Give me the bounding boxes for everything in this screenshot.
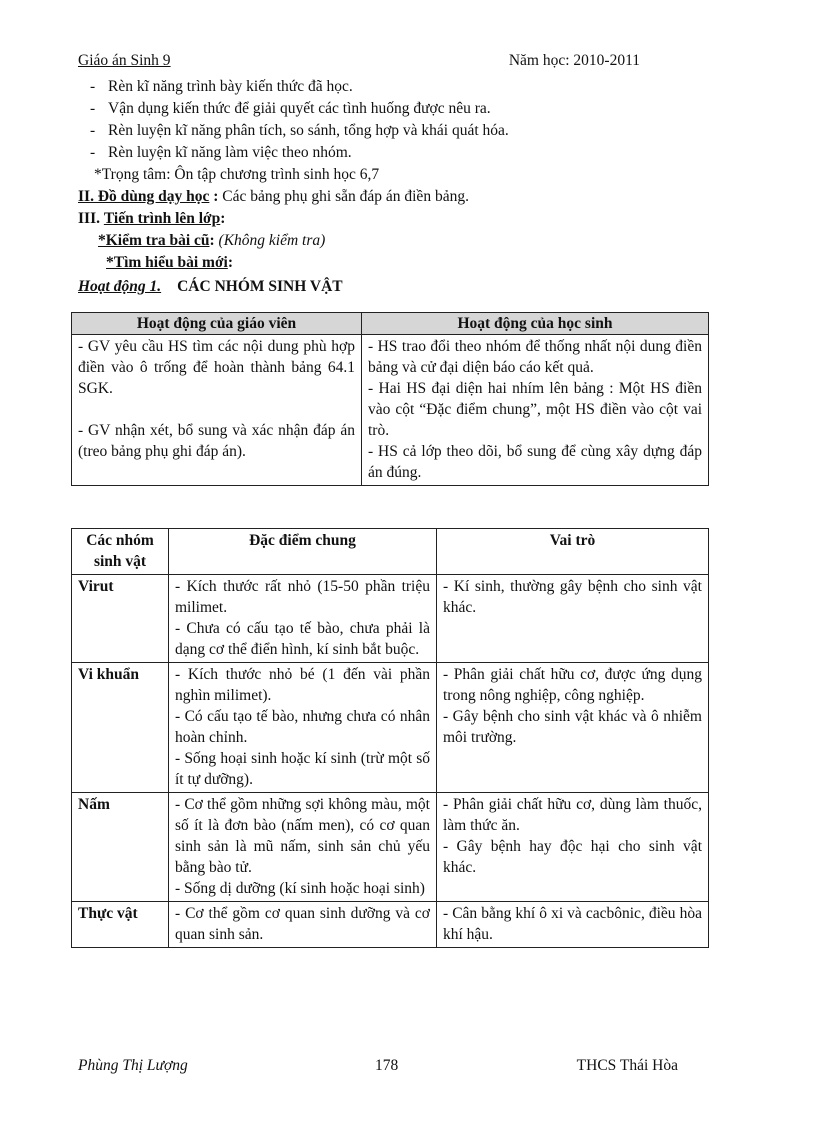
page-number: 178 (375, 1057, 399, 1074)
focus-line: *Trọng tâm: Ôn tập chương trình sinh học 6,7 (94, 166, 380, 183)
skill-item: - Rèn luyện kĩ năng phân tích, so sánh, tổng hợp và khái quát hóa. (90, 122, 509, 139)
table-header-row (72, 313, 709, 335)
activity-title: CÁC NHÓM SINH VẬT (177, 278, 343, 295)
header-year: Năm học: 2010-2011 (508, 52, 640, 69)
features-cell: - Kích thước rất nhỏ (15-50 phần triệu milimet. - Chưa có cấu tạo tế bào, chưa phải là dạng cơ thể điển hình, kí sinh bắt buộc. (169, 575, 437, 663)
skill-item: - Vận dụng kiến thức để giải quyết các tình huống được nêu ra. (90, 100, 491, 117)
process-heading: III. Tiến trình lên lớp: (78, 210, 226, 227)
activity-label: Hoạt động 1. (78, 278, 162, 295)
organism-groups-table (71, 528, 709, 948)
process-title: Tiến trình lên lớp (103, 210, 221, 227)
check-label: *Kiểm tra bài cũ (98, 232, 210, 249)
teacher-activities-cell: - GV yêu cầu HS tìm các nội dung phù hợp điền vào ô trống để hoàn thành bảng 64.1 SGK. - GV nhận xét, bổ sung và xác nhận đáp án (treo bảng phụ ghi đáp án). (72, 335, 362, 486)
group-name: Vi khuẩn (72, 663, 169, 793)
activities-table (71, 312, 709, 486)
table-header-row (72, 529, 709, 575)
materials-label: II. Đồ dùng dạy học (78, 188, 210, 205)
new-lesson-label: *Tìm hiểu bài mới (106, 254, 228, 271)
features-cell: - Kích thước nhỏ bé (1 đến vài phần nghìn milimet). - Có cấu tạo tế bào, nhưng chưa có nhân hoàn chỉnh. - Sống hoại sinh hoặc kí sinh (trừ một số ít tự dưỡng). (169, 663, 437, 793)
student-activities-cell: - HS trao đổi theo nhóm để thống nhất nội dung điền bảng và cử đại diện báo cáo kết quả. - Hai HS đại diện hai nhím lên bảng : Một HS điền vào cột “Đặc điểm chung”, một HS điền vào cột vai trò. - HS cả lớp theo dõi, bổ sung để cùng xây dựng đáp án đúng. (362, 335, 709, 486)
table-row (72, 575, 709, 663)
teacher-column-header: Hoạt động của giáo viên (72, 313, 362, 335)
skill-item: - Rèn luyện kĩ năng làm việc theo nhóm. (90, 144, 352, 161)
features-column-header: Đặc điểm chung (169, 529, 437, 575)
page-footer (78, 1055, 678, 1077)
materials-line: II. Đồ dùng dạy học : Các bảng phụ ghi sẵn đáp án điền bảng. (78, 188, 469, 205)
roles-cell: - Cân bằng khí ô xi và cacbônic, điều hòa khí hậu. (437, 902, 709, 948)
group-column-header: Các nhóm sinh vật (72, 529, 169, 575)
table-row (72, 793, 709, 902)
table-row (72, 663, 709, 793)
group-name: Thực vật (72, 902, 169, 948)
new-lesson-heading: *Tìm hiểu bài mới: (106, 254, 234, 271)
header-subject: Giáo án Sinh 9 (78, 52, 171, 69)
skill-item: - Rèn kĩ năng trình bày kiến thức đã học. (90, 78, 353, 95)
footer-school: THCS Thái Hòa (576, 1057, 678, 1074)
page-header (78, 50, 640, 72)
roles-cell: - Phân giải chất hữu cơ, được ứng dụng trong nông nghiệp, công nghiệp. - Gây bệnh cho sinh vật khác và ô nhiễm môi trường. (437, 663, 709, 793)
roles-column-header: Vai trò (437, 529, 709, 575)
old-lesson-check: *Kiểm tra bài cũ: (Không kiểm tra) (98, 232, 326, 249)
table-row (72, 335, 709, 486)
footer-author: Phùng Thị Lượng (78, 1057, 188, 1074)
features-cell: - Cơ thể gồm cơ quan sinh dưỡng và cơ quan sinh sản. (169, 902, 437, 948)
materials-text: Các bảng phụ ghi sẵn đáp án điền bảng. (222, 188, 469, 205)
features-cell: - Cơ thể gồm những sợi không màu, một số ít là đơn bào (nấm men), có cơ quan sinh sản là mũ nấm, sinh sản chủ yếu bằng bào tử. - Sống dị dưỡng (kí sinh hoặc hoại sinh) (169, 793, 437, 902)
group-name: Nấm (72, 793, 169, 902)
check-note: (Không kiểm tra) (218, 232, 326, 249)
activity-heading (78, 276, 718, 300)
group-name: Virut (72, 575, 169, 663)
student-column-header: Hoạt động của học sinh (362, 313, 709, 335)
table-row (72, 902, 709, 948)
lesson-intro (78, 76, 718, 300)
roles-cell: - Phân giải chất hữu cơ, dùng làm thuốc, làm thức ăn. - Gây bệnh hay độc hại cho sinh vật khác. (437, 793, 709, 902)
roles-cell: - Kí sinh, thường gây bệnh cho sinh vật khác. (437, 575, 709, 663)
